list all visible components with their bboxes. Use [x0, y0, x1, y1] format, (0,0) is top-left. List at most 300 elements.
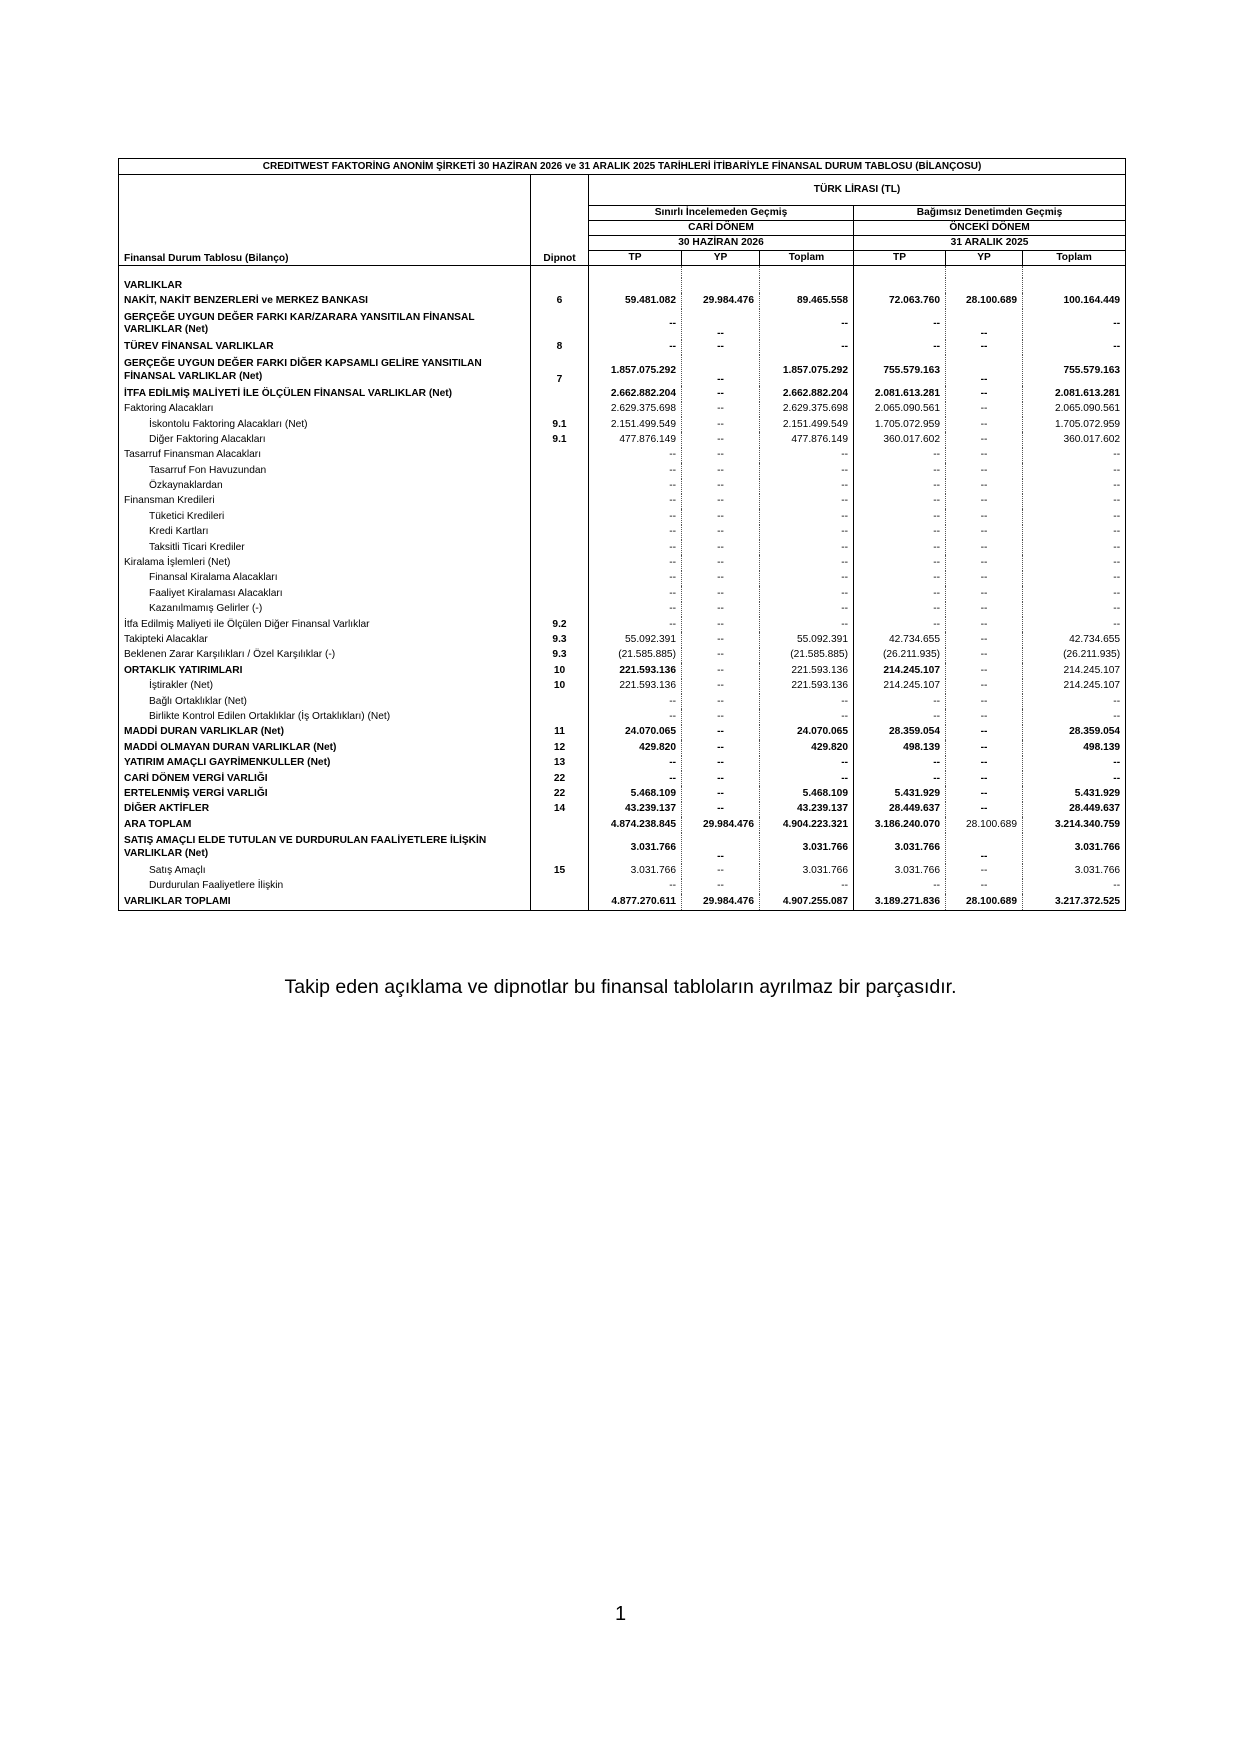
prior-total-value: --: [1023, 879, 1126, 894]
row-note: 13: [531, 756, 589, 771]
prior-yp-value: --: [946, 463, 1023, 478]
prior-yp-value: --: [946, 879, 1023, 894]
prior-yp-value: --: [946, 709, 1023, 724]
row-label: Beklenen Zarar Karşılıkları / Özel Karşılıklar (-): [119, 648, 531, 663]
current-yp-value: --: [682, 648, 760, 663]
current-tp-value: 5.468.109: [589, 786, 682, 801]
current-tp-value: --: [589, 756, 682, 771]
row-note: [531, 817, 589, 832]
current-total-value: --: [760, 617, 854, 632]
row-note: 9.2: [531, 617, 589, 632]
row-note: [531, 555, 589, 570]
row-label: DİĞER AKTİFLER: [119, 802, 531, 817]
row-note: 22: [531, 786, 589, 801]
prior-total-value: --: [1023, 540, 1126, 555]
row-label: VARLIKLAR: [119, 278, 531, 293]
table-row: [119, 740, 1126, 755]
current-yp-value: --: [682, 833, 760, 864]
row-note: [531, 894, 589, 910]
table-row: [119, 879, 1126, 894]
current-tp-value: --: [589, 494, 682, 509]
prior-yp-value: --: [946, 864, 1023, 879]
prior-tp-value: --: [854, 694, 946, 709]
row-label: MADDİ DURAN VARLIKLAR (Net): [119, 725, 531, 740]
prior-yp-value: --: [946, 802, 1023, 817]
prior-tp-value: 214.245.107: [854, 679, 946, 694]
current-total-value: --: [760, 586, 854, 601]
row-label: Özkaynaklardan: [119, 479, 531, 494]
prior-total-value: --: [1023, 602, 1126, 617]
current-yp-value: --: [682, 432, 760, 447]
prior-tp-value: --: [854, 463, 946, 478]
prior-yp-value: [946, 278, 1023, 293]
prior-tp-value: --: [854, 479, 946, 494]
row-note: [531, 709, 589, 724]
row-note: 22: [531, 771, 589, 786]
row-label: Finansman Kredileri: [119, 494, 531, 509]
current-total-value: 89.465.558: [760, 293, 854, 308]
current-yp-value: --: [682, 309, 760, 340]
current-tp-value: 429.820: [589, 740, 682, 755]
row-label: Tüketici Kredileri: [119, 509, 531, 524]
prior-tp-value: --: [854, 756, 946, 771]
current-tp-value: --: [589, 509, 682, 524]
table-row: [119, 479, 1126, 494]
current-total-value: 221.593.136: [760, 679, 854, 694]
current-yp-value: --: [682, 386, 760, 401]
prior-tp-value: 755.579.163: [854, 355, 946, 386]
prior-total-value: 498.139: [1023, 740, 1126, 755]
prior-total-value: --: [1023, 617, 1126, 632]
prior-yp-value: --: [946, 540, 1023, 555]
prior-total-value: --: [1023, 709, 1126, 724]
current-total-value: --: [760, 448, 854, 463]
current-yp-value: --: [682, 663, 760, 678]
prior-yp-value: 28.100.689: [946, 894, 1023, 910]
row-label: NAKİT, NAKİT BENZERLERİ ve MERKEZ BANKASI: [119, 293, 531, 308]
row-label: İskontolu Faktoring Alacakları (Net): [119, 417, 531, 432]
row-label: TÜREV FİNANSAL VARLIKLAR: [119, 340, 531, 355]
table-row: [119, 725, 1126, 740]
row-note: 15: [531, 864, 589, 879]
row-note: [531, 494, 589, 509]
row-note: 14: [531, 802, 589, 817]
row-label: Bağlı Ortaklıklar (Net): [119, 694, 531, 709]
prior-yp-value: --: [946, 663, 1023, 678]
prior-yp-value: --: [946, 571, 1023, 586]
row-label: Faktoring Alacakları: [119, 402, 531, 417]
row-note: 8: [531, 340, 589, 355]
table-row: [119, 663, 1126, 678]
current-yp-value: --: [682, 417, 760, 432]
prior-total-value: 28.449.637: [1023, 802, 1126, 817]
row-note: [531, 402, 589, 417]
prior-tp-value: 42.734.655: [854, 632, 946, 647]
current-yp-value: --: [682, 602, 760, 617]
label-column-header: Finansal Durum Tablosu (Bilanço): [119, 175, 531, 266]
prior-yp-header: YP: [946, 251, 1023, 266]
row-note: 9.3: [531, 648, 589, 663]
prior-total-value: --: [1023, 771, 1126, 786]
page-number: 1: [614, 1603, 627, 1625]
prior-total-value: 3.031.766: [1023, 864, 1126, 879]
current-tp-value: 24.070.065: [589, 725, 682, 740]
row-note: 10: [531, 679, 589, 694]
current-total-value: --: [760, 602, 854, 617]
current-total-value: 43.239.137: [760, 802, 854, 817]
prior-total-value: 360.017.602: [1023, 432, 1126, 447]
table-row: [119, 864, 1126, 879]
prior-tp-value: 28.449.637: [854, 802, 946, 817]
current-total-value: --: [760, 709, 854, 724]
current-total-value: --: [760, 771, 854, 786]
current-yp-value: 29.984.476: [682, 894, 760, 910]
prior-tp-value: --: [854, 571, 946, 586]
prior-yp-value: --: [946, 309, 1023, 340]
current-total-value: 24.070.065: [760, 725, 854, 740]
row-label: Taksitli Ticari Krediler: [119, 540, 531, 555]
table-row: [119, 278, 1126, 293]
table-row: [119, 432, 1126, 447]
prior-total-value: [1023, 278, 1126, 293]
table-row: [119, 293, 1126, 308]
prior-total-value: 3.031.766: [1023, 833, 1126, 864]
prior-tp-value: --: [854, 540, 946, 555]
table-row: [119, 648, 1126, 663]
prior-review-header: Bağımsız Denetimden Geçmiş: [854, 206, 1126, 221]
row-note: [531, 833, 589, 864]
current-tp-value: 55.092.391: [589, 632, 682, 647]
table-row: [119, 540, 1126, 555]
prior-yp-value: --: [946, 555, 1023, 570]
prior-yp-value: --: [946, 694, 1023, 709]
prior-total-value: 3.214.340.759: [1023, 817, 1126, 832]
prior-total-value: --: [1023, 340, 1126, 355]
row-label: ERTELENMİŞ VERGİ VARLIĞI: [119, 786, 531, 801]
row-note: 10: [531, 663, 589, 678]
current-yp-value: [682, 278, 760, 293]
table-row: [119, 679, 1126, 694]
table-row: [119, 817, 1126, 832]
prior-total-value: --: [1023, 694, 1126, 709]
row-note: [531, 525, 589, 540]
current-yp-value: --: [682, 479, 760, 494]
table-row: [119, 571, 1126, 586]
current-yp-value: --: [682, 402, 760, 417]
row-label: Takipteki Alacaklar: [119, 632, 531, 647]
current-total-value: 4.907.255.087: [760, 894, 854, 910]
row-label: Birlikte Kontrol Edilen Ortaklıklar (İş Ortaklıkları) (Net): [119, 709, 531, 724]
current-yp-value: --: [682, 355, 760, 386]
table-row: [119, 463, 1126, 478]
current-yp-value: --: [682, 632, 760, 647]
current-date-header: 30 HAZİRAN 2026: [589, 236, 854, 251]
row-note: [531, 586, 589, 601]
prior-total-value: --: [1023, 463, 1126, 478]
current-tp-value: --: [589, 617, 682, 632]
current-tp-value: --: [589, 879, 682, 894]
table-row: [119, 309, 1126, 340]
current-tp-value: --: [589, 571, 682, 586]
current-tp-value: --: [589, 602, 682, 617]
current-total-value: --: [760, 340, 854, 355]
prior-yp-value: --: [946, 386, 1023, 401]
current-total-value: 477.876.149: [760, 432, 854, 447]
current-total-value: 1.857.075.292: [760, 355, 854, 386]
table-row: [119, 602, 1126, 617]
row-label: CARİ DÖNEM VERGİ VARLIĞI: [119, 771, 531, 786]
row-note: [531, 386, 589, 401]
current-yp-value: --: [682, 771, 760, 786]
prior-yp-value: --: [946, 432, 1023, 447]
prior-total-value: --: [1023, 555, 1126, 570]
current-yp-value: --: [682, 879, 760, 894]
current-total-value: (21.585.885): [760, 648, 854, 663]
row-note: [531, 463, 589, 478]
prior-tp-value: 2.065.090.561: [854, 402, 946, 417]
current-yp-value: --: [682, 340, 760, 355]
row-note: [531, 509, 589, 524]
prior-yp-value: --: [946, 509, 1023, 524]
row-label: GERÇEĞE UYGUN DEĞER FARKI DİĞER KAPSAMLI GELİRE YANSITILAN FİNANSAL VARLIKLAR (Net): [119, 355, 531, 386]
prior-yp-value: 28.100.689: [946, 817, 1023, 832]
current-yp-value: --: [682, 694, 760, 709]
prior-total-value: (26.211.935): [1023, 648, 1126, 663]
prior-tp-value: 2.081.613.281: [854, 386, 946, 401]
prior-yp-value: --: [946, 479, 1023, 494]
current-total-value: --: [760, 463, 854, 478]
current-total-value: --: [760, 525, 854, 540]
current-yp-header: YP: [682, 251, 760, 266]
current-tp-value: 2.662.882.204: [589, 386, 682, 401]
prior-tp-value: --: [854, 709, 946, 724]
note-column-header: Dipnot: [531, 175, 589, 266]
current-total-value: --: [760, 540, 854, 555]
current-review-header: Sınırlı İncelemeden Geçmiş: [589, 206, 854, 221]
table-row: [119, 617, 1126, 632]
row-note: [531, 571, 589, 586]
current-tp-value: (21.585.885): [589, 648, 682, 663]
table-row: [119, 340, 1126, 355]
table-row: [119, 802, 1126, 817]
current-yp-value: --: [682, 540, 760, 555]
prior-tp-value: 72.063.760: [854, 293, 946, 308]
current-tp-value: --: [589, 694, 682, 709]
prior-tp-value: 214.245.107: [854, 663, 946, 678]
prior-total-value: 42.734.655: [1023, 632, 1126, 647]
table-row: [119, 586, 1126, 601]
prior-total-value: 2.065.090.561: [1023, 402, 1126, 417]
table-row: [119, 417, 1126, 432]
prior-total-value: --: [1023, 525, 1126, 540]
prior-yp-value: --: [946, 494, 1023, 509]
table-row: [119, 894, 1126, 910]
current-yp-value: --: [682, 786, 760, 801]
current-tp-value: 2.629.375.698: [589, 402, 682, 417]
row-label: Satış Amaçlı: [119, 864, 531, 879]
current-total-header: Toplam: [760, 251, 854, 266]
prior-tp-value: 3.186.240.070: [854, 817, 946, 832]
current-yp-value: --: [682, 617, 760, 632]
row-note: [531, 309, 589, 340]
current-tp-value: --: [589, 586, 682, 601]
current-total-value: 4.904.223.321: [760, 817, 854, 832]
prior-yp-value: --: [946, 786, 1023, 801]
prior-tp-value: --: [854, 309, 946, 340]
current-yp-value: --: [682, 494, 760, 509]
current-period-header: CARİ DÖNEM: [589, 221, 854, 236]
prior-yp-value: --: [946, 417, 1023, 432]
row-label: VARLIKLAR TOPLAMI: [119, 894, 531, 910]
row-label: Kazanılmamış Gelirler (-): [119, 602, 531, 617]
current-total-value: --: [760, 494, 854, 509]
row-note: [531, 540, 589, 555]
row-label: MADDİ OLMAYAN DURAN VARLIKLAR (Net): [119, 740, 531, 755]
row-label: İştirakler (Net): [119, 679, 531, 694]
current-tp-value: --: [589, 709, 682, 724]
table-row: [119, 709, 1126, 724]
prior-yp-value: --: [946, 617, 1023, 632]
prior-yp-value: 28.100.689: [946, 293, 1023, 308]
prior-total-value: --: [1023, 494, 1126, 509]
prior-tp-value: 3.031.766: [854, 864, 946, 879]
table-row: [119, 756, 1126, 771]
current-tp-value: 4.877.270.611: [589, 894, 682, 910]
current-yp-value: --: [682, 463, 760, 478]
prior-tp-value: --: [854, 555, 946, 570]
table-row: [119, 833, 1126, 864]
current-tp-value: --: [589, 525, 682, 540]
prior-yp-value: --: [946, 402, 1023, 417]
prior-yp-value: --: [946, 648, 1023, 663]
prior-tp-value: [854, 278, 946, 293]
current-tp-value: [589, 278, 682, 293]
prior-tp-value: --: [854, 525, 946, 540]
prior-yp-value: --: [946, 448, 1023, 463]
footer-note: Takip eden açıklama ve dipnotlar bu finansal tabloların ayrılmaz bir parçasıdır.: [284, 976, 957, 998]
row-label: ARA TOPLAM: [119, 817, 531, 832]
current-yp-value: --: [682, 571, 760, 586]
row-note: [531, 879, 589, 894]
row-label: GERÇEĞE UYGUN DEĞER FARKI KAR/ZARARA YANSITILAN FİNANSAL VARLIKLAR (Net): [119, 309, 531, 340]
current-yp-value: --: [682, 802, 760, 817]
table-row: [119, 632, 1126, 647]
current-yp-value: --: [682, 756, 760, 771]
row-label: İtfa Edilmiş Maliyeti ile Ölçülen Diğer Finansal Varlıklar: [119, 617, 531, 632]
row-note: [531, 278, 589, 293]
prior-total-value: 214.245.107: [1023, 663, 1126, 678]
balance-sheet: [118, 158, 1125, 911]
prior-tp-value: 3.031.766: [854, 833, 946, 864]
row-label: YATIRIM AMAÇLI GAYRİMENKULLER (Net): [119, 756, 531, 771]
prior-yp-value: --: [946, 679, 1023, 694]
prior-tp-value: 360.017.602: [854, 432, 946, 447]
prior-yp-value: --: [946, 833, 1023, 864]
row-note: [531, 602, 589, 617]
current-tp-value: --: [589, 448, 682, 463]
current-tp-value: --: [589, 309, 682, 340]
table-row: [119, 786, 1126, 801]
prior-tp-value: --: [854, 586, 946, 601]
row-note: 7: [531, 355, 589, 386]
current-total-value: --: [760, 694, 854, 709]
prior-total-value: --: [1023, 571, 1126, 586]
prior-tp-value: --: [854, 771, 946, 786]
row-note: 12: [531, 740, 589, 755]
prior-yp-value: --: [946, 602, 1023, 617]
current-yp-value: --: [682, 864, 760, 879]
current-tp-value: 3.031.766: [589, 833, 682, 864]
row-label: Tasarruf Fon Havuzundan: [119, 463, 531, 478]
prior-total-value: --: [1023, 756, 1126, 771]
current-tp-value: 1.857.075.292: [589, 355, 682, 386]
current-yp-value: 29.984.476: [682, 817, 760, 832]
prior-yp-value: --: [946, 756, 1023, 771]
current-total-value: 429.820: [760, 740, 854, 755]
current-yp-value: --: [682, 740, 760, 755]
prior-total-value: 5.431.929: [1023, 786, 1126, 801]
row-label: Tasarruf Finansman Alacakları: [119, 448, 531, 463]
table-row: [119, 509, 1126, 524]
table-row: [119, 494, 1126, 509]
table-row: [119, 555, 1126, 570]
row-label: Kiralama İşlemleri (Net): [119, 555, 531, 570]
row-label: ORTAKLIK YATIRIMLARI: [119, 663, 531, 678]
row-label: İTFA EDİLMİŞ MALİYETİ İLE ÖLÇÜLEN FİNANSAL VARLIKLAR (Net): [119, 386, 531, 401]
currency-header: TÜRK LİRASI (TL): [589, 175, 1126, 206]
current-yp-value: --: [682, 509, 760, 524]
prior-tp-value: --: [854, 879, 946, 894]
row-note: 11: [531, 725, 589, 740]
row-note: [531, 448, 589, 463]
row-note: [531, 479, 589, 494]
current-tp-value: --: [589, 555, 682, 570]
prior-tp-value: 5.431.929: [854, 786, 946, 801]
prior-total-value: --: [1023, 309, 1126, 340]
current-tp-value: 2.151.499.549: [589, 417, 682, 432]
row-label: Finansal Kiralama Alacakları: [119, 571, 531, 586]
prior-total-value: 214.245.107: [1023, 679, 1126, 694]
prior-yp-value: --: [946, 340, 1023, 355]
balance-sheet-table: [118, 158, 1126, 911]
current-yp-value: --: [682, 525, 760, 540]
current-total-value: --: [760, 571, 854, 586]
current-total-value: 2.662.882.204: [760, 386, 854, 401]
prior-total-value: 1.705.072.959: [1023, 417, 1126, 432]
current-tp-value: 477.876.149: [589, 432, 682, 447]
prior-tp-value: 498.139: [854, 740, 946, 755]
current-yp-value: --: [682, 709, 760, 724]
current-total-value: --: [760, 555, 854, 570]
table-row: [119, 525, 1126, 540]
table-row: [119, 355, 1126, 386]
current-tp-value: 4.874.238.845: [589, 817, 682, 832]
current-tp-value: --: [589, 479, 682, 494]
current-yp-value: --: [682, 555, 760, 570]
prior-total-value: --: [1023, 509, 1126, 524]
prior-yp-value: --: [946, 355, 1023, 386]
table-row: [119, 402, 1126, 417]
current-total-value: 3.031.766: [760, 833, 854, 864]
current-total-value: 2.151.499.549: [760, 417, 854, 432]
row-note: 9.1: [531, 432, 589, 447]
prior-total-value: 3.217.372.525: [1023, 894, 1126, 910]
prior-tp-value: --: [854, 602, 946, 617]
prior-yp-value: --: [946, 740, 1023, 755]
prior-tp-value: 1.705.072.959: [854, 417, 946, 432]
prior-yp-value: --: [946, 586, 1023, 601]
prior-yp-value: --: [946, 632, 1023, 647]
